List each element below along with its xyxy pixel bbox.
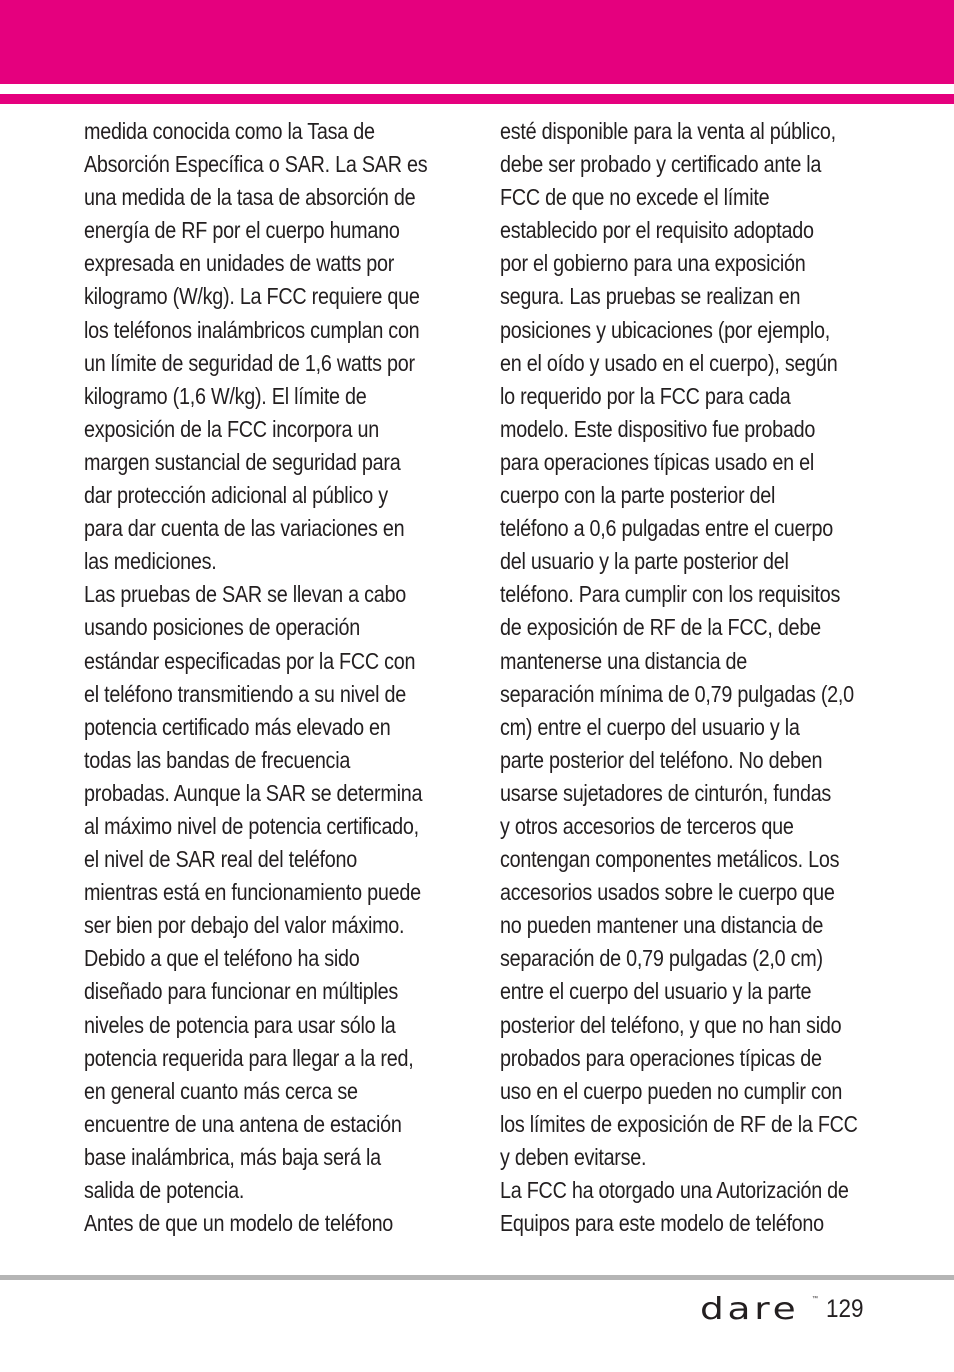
text-line: Absorción Específica o SAR. La SAR es: [84, 151, 428, 178]
text-line: exposición de la FCC incorpora un: [84, 415, 379, 442]
text-line: medida conocida como la Tasa de: [84, 118, 375, 144]
text-line: de exposición de RF de la FCC, debe: [500, 614, 821, 641]
text-line: salida de potencia.: [84, 1177, 245, 1203]
text-line: estándar especificadas por la FCC con: [84, 647, 416, 674]
text-line: establecido por el requisito adoptado: [500, 217, 814, 244]
text-line: cm) entre el cuerpo del usuario y la: [500, 713, 800, 740]
text-line: los teléfonos inalámbricos cumplan con: [84, 316, 420, 343]
text-line: por el gobierno para una exposición: [500, 250, 806, 277]
text-line: FCC de que no excede el límite: [500, 184, 770, 211]
text-line: accesorios usados sobre le cuerpo que: [500, 879, 835, 906]
text-line: lo requerido por la FCC para cada: [500, 382, 791, 409]
text-line: un límite de seguridad de 1,6 watts por: [84, 349, 415, 376]
text-line: segura. Las pruebas se realizan en: [500, 283, 801, 310]
text-line: potencia certificado más elevado en: [84, 713, 391, 740]
text-line: potencia requerida para llegar a la red,: [84, 1044, 414, 1071]
text-line: y deben evitarse.: [500, 1143, 647, 1170]
text-line: para dar cuenta de las variaciones en: [84, 515, 405, 542]
left-column: [84, 115, 450, 1240]
text-line: expresada en unidades de watts por: [84, 250, 395, 277]
text-line: kilogramo (1,6 W/kg). El límite de: [84, 382, 367, 409]
footer-rule: [0, 1275, 954, 1280]
text-line: probadas. Aunque la SAR se determina: [84, 779, 423, 806]
text-line: contengan componentes metálicos. Los: [500, 846, 840, 873]
text-line: posterior del teléfono, y que no han sido: [500, 1011, 842, 1038]
header-stripe: [0, 94, 954, 104]
text-line: todas las bandas de frecuencia: [84, 746, 351, 773]
text-line: margen sustancial de seguridad para: [84, 448, 401, 475]
right-column: [500, 115, 872, 1240]
text-line: separación de 0,79 pulgadas (2,0 cm): [500, 945, 823, 972]
text-line: y otros accesorios de terceros que: [500, 812, 794, 839]
dare-logo: dare: [700, 1292, 800, 1327]
text-line: cuerpo con la parte posterior del: [500, 482, 776, 509]
text-line: kilogramo (W/kg). La FCC requiere que: [84, 283, 420, 310]
text-line: probados para operaciones típicas de: [500, 1044, 822, 1071]
text-line: una medida de la tasa de absorción de: [84, 184, 416, 211]
text-line: usando posiciones de operación: [84, 614, 360, 641]
text-line: encuentre de una antena de estación: [84, 1110, 402, 1137]
text-line: debe ser probado y certificado ante la: [500, 151, 822, 178]
text-line: usarse sujetadores de cinturón, fundas: [500, 779, 832, 806]
text-line: niveles de potencia para usar sólo la: [84, 1011, 396, 1038]
text-line: posiciones y ubicaciones (por ejemplo,: [500, 316, 830, 343]
text-line: para operaciones típicas usado en el: [500, 448, 815, 475]
text-line: uso en el cuerpo pueden no cumplir con: [500, 1077, 843, 1104]
text-line: en el oído y usado en el cuerpo), según: [500, 349, 838, 376]
text-line: Equipos para este modelo de teléfono: [500, 1210, 824, 1237]
text-line: entre el cuerpo del usuario y la parte: [500, 978, 812, 1005]
text-line: el nivel de SAR real del teléfono: [84, 846, 357, 873]
text-line: dar protección adicional al público y: [84, 482, 388, 509]
text-line: el teléfono transmitiendo a su nivel de: [84, 680, 407, 707]
text-line: base inalámbrica, más baja será la: [84, 1143, 381, 1170]
header-bar: [0, 0, 954, 84]
page-number: 129: [826, 1295, 864, 1323]
text-line: teléfono. Para cumplir con los requisitos: [500, 581, 841, 608]
text-line: mantenerse una distancia de: [500, 647, 748, 674]
text-line: mientras está en funcionamiento puede: [84, 879, 421, 906]
text-line: diseñado para funcionar en múltiples: [84, 978, 398, 1005]
text-line: Las pruebas de SAR se llevan a cabo: [84, 581, 406, 608]
text-line: Debido a que el teléfono ha sido: [84, 945, 360, 972]
text-line: Antes de que un modelo de teléfono: [84, 1210, 394, 1237]
text-line: modelo. Este dispositivo fue probado: [500, 415, 816, 442]
text-line: ser bien por debajo del valor máximo.: [84, 912, 405, 939]
text-line: al máximo nivel de potencia certificado,: [84, 812, 419, 839]
text-line: las mediciones.: [84, 548, 217, 575]
trademark-symbol: ™: [812, 1296, 818, 1302]
text-line: La FCC ha otorgado una Autorización de: [500, 1177, 849, 1203]
text-line: energía de RF por el cuerpo humano: [84, 217, 400, 244]
text-line: en general cuanto más cerca se: [84, 1077, 358, 1104]
text-line: esté disponible para la venta al público,: [500, 118, 836, 144]
text-line: del usuario y la parte posterior del: [500, 548, 789, 575]
text-line: teléfono a 0,6 pulgadas entre el cuerpo: [500, 515, 834, 542]
text-line: parte posterior del teléfono. No deben: [500, 746, 823, 773]
text-line: no pueden mantener una distancia de: [500, 912, 824, 939]
text-line: separación mínima de 0,79 pulgadas (2,0: [500, 680, 854, 707]
text-line: los límites de exposición de RF de la FCC: [500, 1110, 858, 1137]
